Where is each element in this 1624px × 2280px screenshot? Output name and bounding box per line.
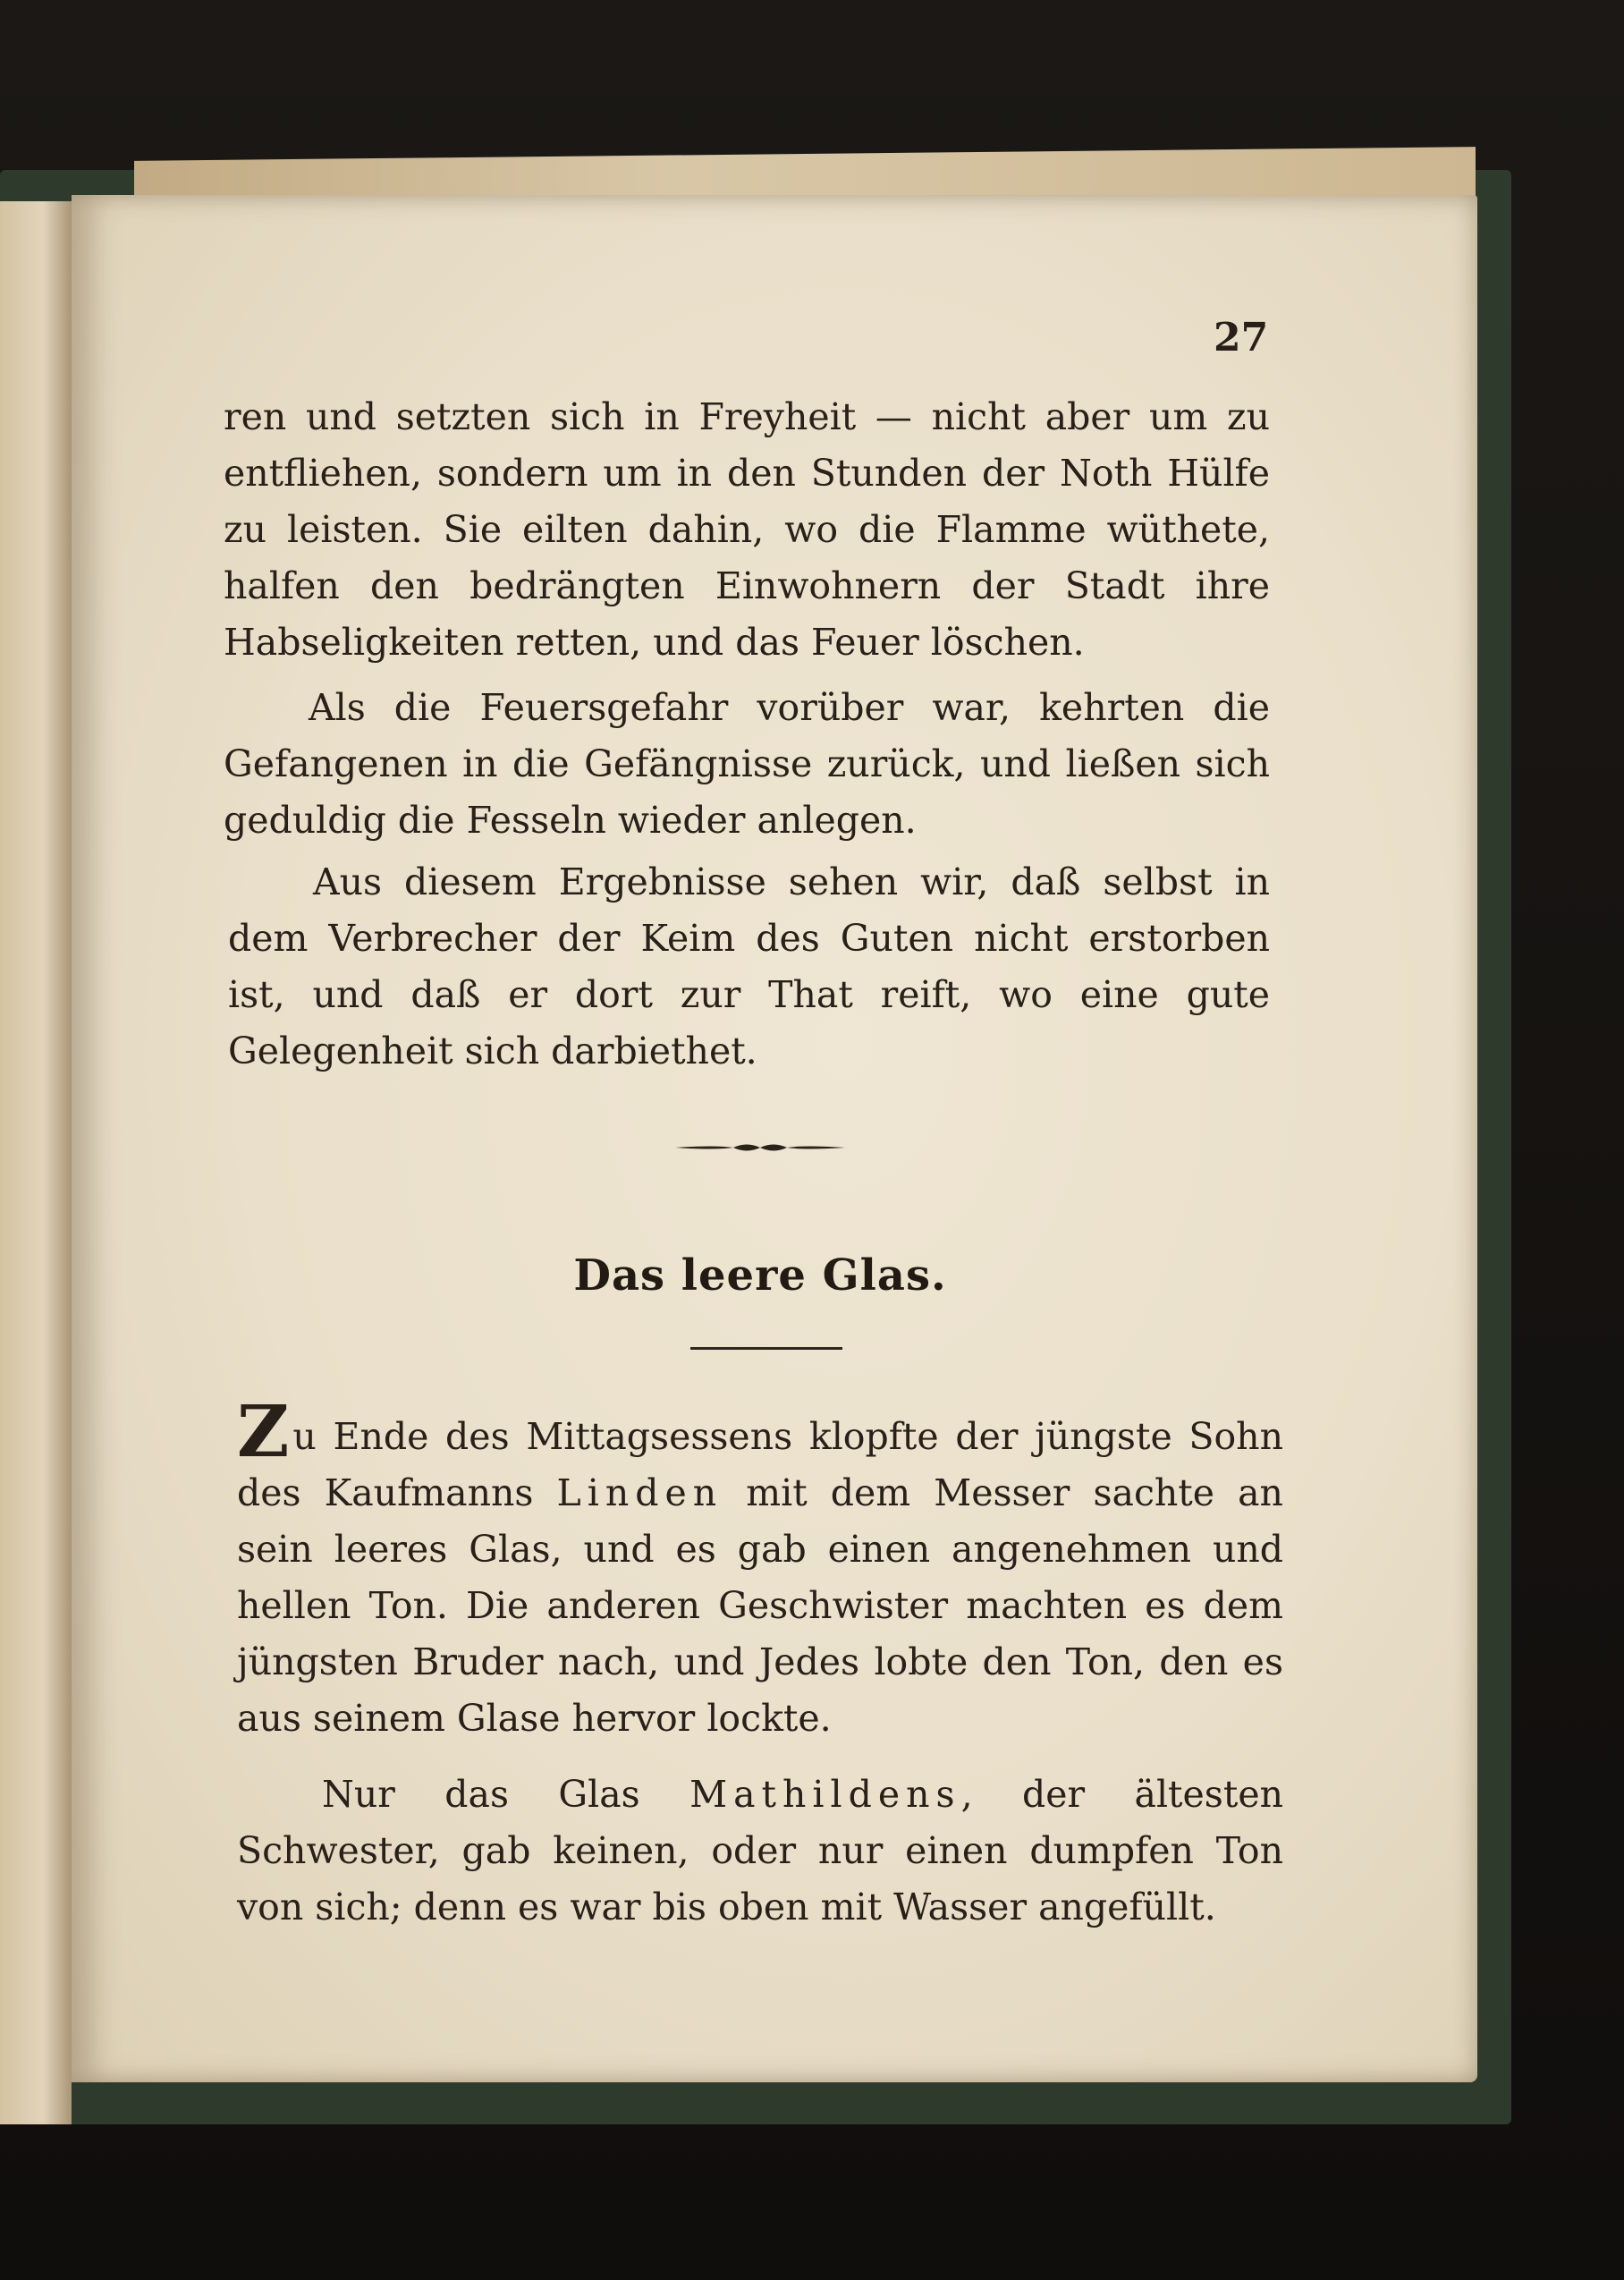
paragraph-text: Nur das Glas bbox=[322, 1773, 640, 1816]
title-rule bbox=[690, 1347, 842, 1350]
name-linden: Linden bbox=[556, 1471, 723, 1514]
story-paragraph-2 bbox=[237, 1767, 1283, 1936]
paragraph-moral bbox=[228, 854, 1270, 1080]
paragraph-text: , der ältesten Schwester, gab keinen, oder nur einen dumpfen Ton von sich; denn es war bis oben mit Wasser angefüllt. bbox=[237, 1773, 1283, 1928]
story-paragraph-1 bbox=[237, 1389, 1283, 1747]
paragraph-text: mit dem Messer sachte an sein leeres Glas, und es gab einen angenehmen und hellen Ton. Die anderen Geschwister machten es dem jüngsten Bruder nach, und Jedes lobte den Ton, den es aus seinem Glase hervor lockte. bbox=[237, 1471, 1283, 1740]
story-title: Das leere Glas. bbox=[573, 1250, 947, 1301]
paragraph-text: Aus diesem Ergebnisse sehen wir, daß selbst in dem Verbrecher der Keim des Guten nicht erstorben ist, und daß er dort zur That reift, wo eine gute Gelegenheit sich darbiethet. bbox=[228, 860, 1270, 1072]
paragraph-text: u Ende des Mittagsessens klopfte der jüngste Sohn des Kaufmanns bbox=[237, 1415, 1283, 1514]
paragraph-text: Als die Feuersgefahr vorüber war, kehrten die Gefangenen in die Gefängnisse zurück, und ließen sich geduldig die Fesseln wieder anlegen. bbox=[224, 686, 1270, 842]
left-page-edge bbox=[0, 201, 72, 2124]
name-mathildens: Mathildens bbox=[689, 1773, 961, 1816]
ornament-divider bbox=[671, 1134, 850, 1161]
paragraph-fire-return bbox=[224, 680, 1270, 849]
page-number: 27 bbox=[1214, 315, 1269, 360]
paragraph-text: ren und setzten sich in Freyheit — nicht aber um zu entfliehen, sondern um in den Stunden der Noth Hülfe zu leisten. Sie eilten dahin, wo die Flamme wüthete, halfen den bedrängten Einwohnern der Stadt ihre Habseligkeiten retten, und das Feuer löschen. bbox=[224, 395, 1270, 664]
paragraph-continuation bbox=[224, 389, 1270, 671]
drop-cap: Z bbox=[237, 1389, 290, 1473]
